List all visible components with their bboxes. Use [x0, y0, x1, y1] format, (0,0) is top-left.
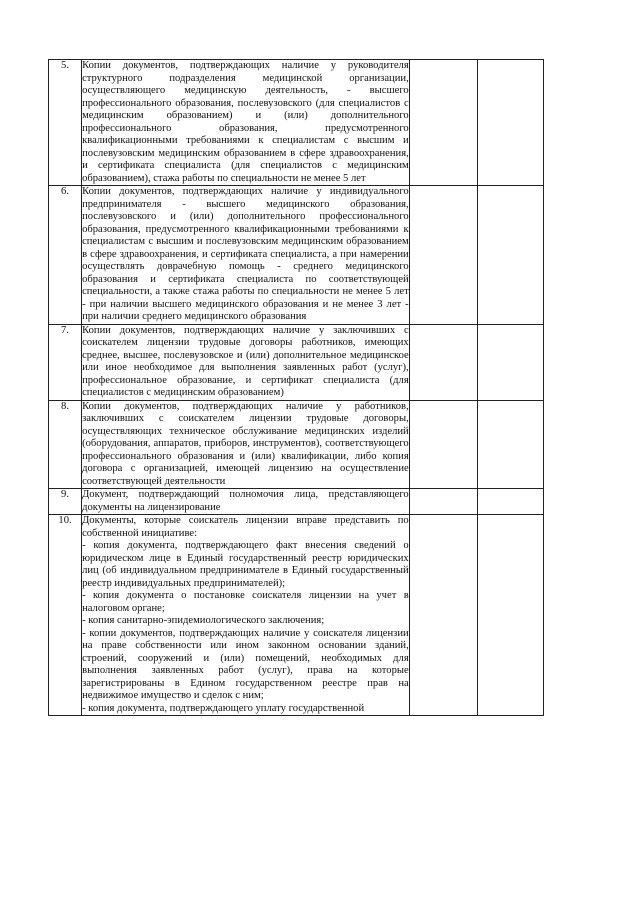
- paragraph: - копия документа, подтверждающего уплату государственной: [82, 702, 365, 714]
- table-row: [49, 489, 544, 515]
- empty-cell: [477, 515, 543, 716]
- table-row: [49, 515, 544, 716]
- empty-cell: [477, 60, 543, 186]
- row-number: 10.: [49, 515, 82, 716]
- row-number: 7.: [49, 324, 82, 400]
- empty-cell: [409, 324, 477, 400]
- table-row: [49, 324, 544, 400]
- row-description: Копии документов, подтверждающих наличие у заключивших с соискателем лицензии трудовые договоры работников, имеющих среднее, высшее, послевузовское и (или) дополнительное медицинское или иное необходимое для выполнения заявленных работ (услуг), профессиональное образование, и сертификат специалиста (для специалистов с медицинским образованием): [82, 324, 409, 398]
- empty-cell: [409, 515, 477, 716]
- paragraph: - копия документа о постановке соискателя лицензии на учет в налоговом органе;: [82, 590, 409, 614]
- row-number: 8.: [49, 400, 82, 489]
- empty-cell: [409, 489, 477, 515]
- paragraph: - копия документа, подтверждающего факт внесения сведений о юридическом лице в Единый государственный реестр юридических лиц (об индивидуальном предпринимателе в Единый государственный реестр индивидуальных предпринимателей);: [82, 540, 409, 589]
- license-documents-table: [48, 59, 544, 716]
- empty-cell: [409, 60, 477, 186]
- empty-cell: [477, 489, 543, 515]
- paragraph: - копия санитарно-эпидемиологического заключения;: [82, 615, 325, 626]
- row-number: 5.: [49, 60, 82, 186]
- table-row: [49, 400, 544, 489]
- empty-cell: [477, 400, 543, 489]
- paragraph: Документы, которые соискатель лицензии вправе представить по собственной инициативе:: [82, 515, 409, 539]
- row-description: Копии документов, подтверждающих наличие у руководителя структурного подразделения медицинской организации, осуществляющего медицинскую деятельность, - высшего профессионального образования, послевузовского (для специалистов с медицинским образованием) и (или) дополнительного профессионального образования, предусмотренного квалификационными требованиями к специалистам с высшим и послевузовским медицинским образованием в сфере здравоохранения, и сертификата специалиста (для специалистов с медицинским образованием), стажа работы по специальности не менее 5 лет: [82, 60, 409, 184]
- row-description: Копии документов, подтверждающих наличие у индивидуального предпринимателя - высшего медицинского образования, послевузовского и (или) дополнительного профессионального образования, предусмотренного квалификационными требованиями к специалистам с высшим и послевузовским медицинским образованием в сфере здравоохранения, и сертификата специалиста, а при намерении осуществлять доврачебную помощь - среднего медицинского образования и сертификата специалиста по соответствующей специальности, а также стажа работы по специальности не менее 5 лет - при наличии высшего медицинского образования и не менее 3 лет - при наличии среднего медицинского образования: [82, 186, 409, 322]
- table-row: [49, 186, 544, 325]
- empty-cell: [409, 186, 477, 325]
- empty-cell: [409, 400, 477, 489]
- row-description: Документ, подтверждающий полномочия лица, представляющего документы на лицензирование: [82, 489, 409, 513]
- row-description: Копии документов, подтверждающих наличие у работников, заключивших с соискателем лицензии трудовые договоры, осуществляющих техническое обслуживание медицинских изделий (оборудования, аппаратов, приборов, инструментов), соответствующего профессионального образования и (или) квалификации, либо копия договора с организацией, имеющей лицензию на осуществление соответствующей деятельности: [82, 400, 409, 487]
- empty-cell: [477, 324, 543, 400]
- row-number: 6.: [49, 186, 82, 325]
- table-row: [49, 60, 544, 186]
- paragraph: - копии документов, подтверждающих наличие у соискателя лицензии на праве собственности или ином законном основании зданий, строений, сооружений и (или) помещений, необходимых для выполнения заявленных работ (услуг), права на которые зарегистрированы в Едином государственном реестре прав на недвижимое имущество и сделок с ним;: [82, 627, 409, 701]
- empty-cell: [477, 186, 543, 325]
- row-number: 9.: [49, 489, 82, 515]
- document-page: [48, 59, 544, 716]
- row-description: [82, 515, 410, 716]
